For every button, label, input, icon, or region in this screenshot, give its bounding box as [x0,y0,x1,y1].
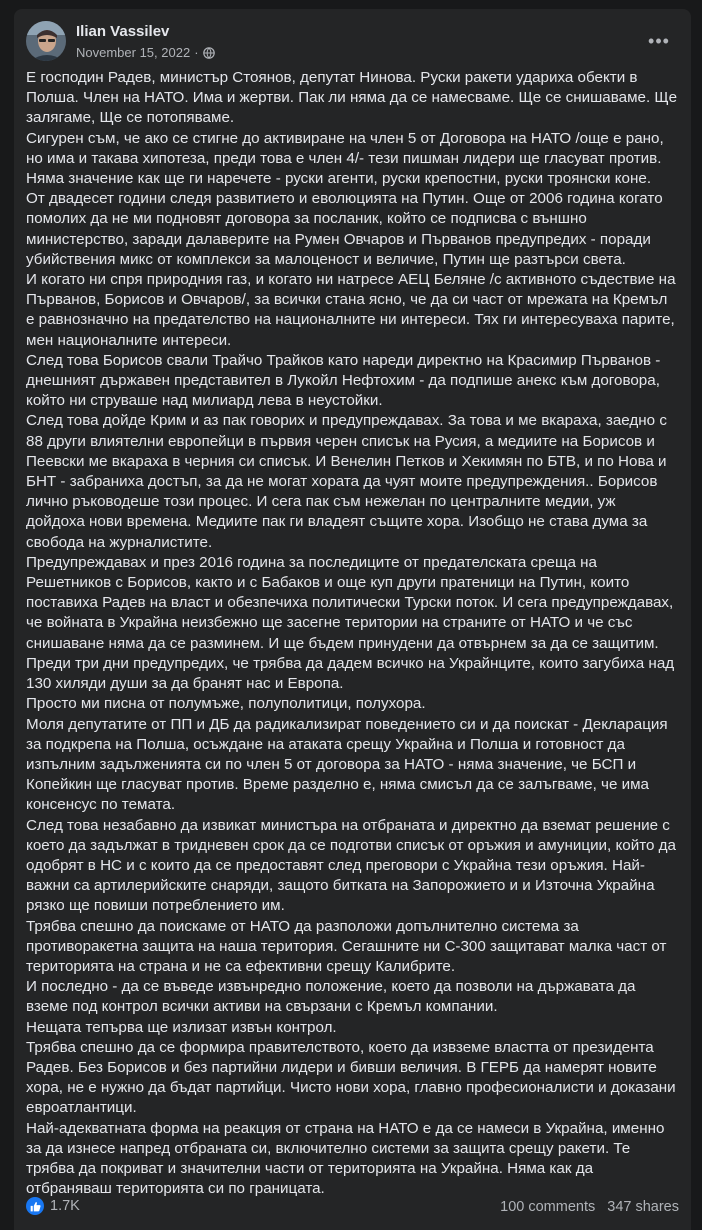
post-paragraph: След това незабавно да извикат министъра на отбраната и директно да вземат решение с което да задължат в тридневен срок да се подготви списък от оръжия и амуниции, който да одобрят в НС и с които да се предоставят след преговори с Украйна тези оръжия. Най-важни са артилерийските снаряди, защото битката на Запорожието и и Източна Украйна рязко ще повиши потреблението им. [26,816,676,915]
post-meta [76,45,215,60]
post-paragraph: Просто ми писна от полумъже, полуполитици, полухора. [26,695,426,713]
post-header [26,21,679,65]
post-paragraph: Сигурен съм, че ако се стигне до активиране на член 5 от Договора на НАТО /още е рано, но има и такава хипотеза, преди това е член 4/- тези пишман лидери ще гласуват против. Няма значение как ще ги наречете - руски агенти, руски крепостни, руски троянски коне. [26,129,664,188]
post-footer [26,1197,679,1219]
post-paragraph: Трябва спешно да се формира правителството, което да извземе властта от президента Радев. Без Борисов и без партийни лидери и бивши величия. В ГЕРБ да намерят новите хора, не е нужно да бъдат партийци. Чисто нови хора, главно професионалисти и доказани евроатлантици. [26,1038,676,1117]
globe-icon [203,47,215,59]
post-paragraph: Е господин Радев, министър Стоянов, депутат Нинова. Руски ракети удариха обекти в Полша. Член на НАТО. Има и жертви. Пак ли няма да се намесваме. Ще се снишаваме. Ще залягаме, Ще се потопяваме. [26,69,678,127]
post-body [26,68,678,1199]
author-name[interactable]: Ilian Vassilev [76,23,170,40]
post-paragraph: Най-адекватната форма на реакция от страна на НАТО е да се намеси в Украйна, именно за да изнесе напред отбраната си, включително системи за защита срещу ракети. Те трябва да покриват и значителни части от територията на Украйна. Няма как да отбраняваш територията си по границата. [26,1119,665,1198]
avatar-photo-icon [26,21,66,61]
more-icon: ••• [648,30,670,51]
post-paragraph: След това дойде Крим и аз пак говорих и предупреждавах. За това и ме вкараха, заедно с 88 други влиятелни европейци в първия черен списък на Русия, а медиите на Борисов и Пеевски ме вкараха в черния си списък. И Венелин Петков и Хекимян по БТВ, и по Нова и БНТ - забранихa достъп, за да не могат хората да чуят моите предупреждения.. Борисов лично ръководеше този процес. И сега пак съм нежелан по централните медии, уж дойдоха нови времена. Медиите пак ги владеят същите хора. Изобщо не става дума за свобода на журналистите. [26,412,667,551]
more-options-button[interactable] [641,27,677,55]
post-paragraph: Моля депутатите от ПП и ДБ да радикализират поведението си и да поискат - Декларация за подкрепа на Полша, осъждане на атаката срещу Украйна и Полша и готовност да изпълним задълженията си по член 5 от договора за НАТО - няма значение, че БСП и Копейкин ще гласуват против. Време разделно е, няма смисъл да се залъгваме, че има консенсус по темата. [26,715,668,814]
avatar[interactable] [26,21,66,61]
post-paragraph: От двадесет години следя развитието и еволюцията на Путин. Още от 2006 година когато помолих да не ми подновят договора за посланик, който се подписва с външно министерство, заради далаверите на Румен Овчаров и Първанов предупредих - поради убийствения микс от комплекси за малоценост и величие, Путин ще разтърси света. [26,190,663,268]
reactions-summary[interactable] [26,1197,80,1215]
post-paragraph: И последно - да се въведе извънредно положение, което да позволи на държавата да вземе под контрол всички активи на свързани с Кремъл компании. [26,978,636,1016]
post-paragraph: И когато ни спря природния газ, и когато ни натресе АЕЦ Беляне /с активното съдествие на Първанов, Борисов и Овчаров/, за всички стана ясно, че да си част от мрежата на Кремъл е равнозначно на предателство на националните ни интереси. Тях ги интересуваха парите, мен националните интереси. [26,271,676,349]
post-paragraph: Предупреждавах и през 2016 година за последиците от предателската среща на Решетников с Борисов, както и с Бабаков и още куп други пратеници на Путин, които поставиха Радев на власт и обезпечиха политически Турски поток. И сега предупреждавах, че войната в Украйна неизбежно ще засегне територии на страните от НАТО и че със снишаване няма да се разминем. И ще бъдем принудени да отвърнем за да се защитим. [26,553,674,652]
reactions-count[interactable]: 1.7K [50,1198,80,1214]
post-paragraph: След това Борисов свали Трайчо Трайков като нареди директно на Красимир Първанов - днешният държавен представител в Лукойл Нефтохим - да подпише анекс към договора, който ни струваше над милиард лева в неустойки. [26,351,661,410]
engagement-stats [500,1199,679,1215]
post-date[interactable]: November 15, 2022 [76,45,191,60]
meta-separator: · [194,45,199,60]
post-paragraph: Преди три дни предупредих, че трябва да дадем всичко на Украйнците, които загубиха над 130 хиляди души за да бранят нас и Европа. [26,654,675,693]
post-card [14,9,691,1230]
post-paragraph: Трябва спешно да поискаме от НАТО да разположи допълнително система за противоракетна защита на наша територия. Сегашните ни С-300 защитават малка част от територията на страна и не са ефективни срещу Калибрите. [26,917,667,975]
comments-count[interactable]: 100 comments [500,1199,596,1215]
shares-count[interactable]: 347 shares [607,1199,679,1215]
post-paragraph: Нещата тепърва ще излизат извън контрол. [26,1018,337,1036]
like-icon [26,1197,44,1215]
